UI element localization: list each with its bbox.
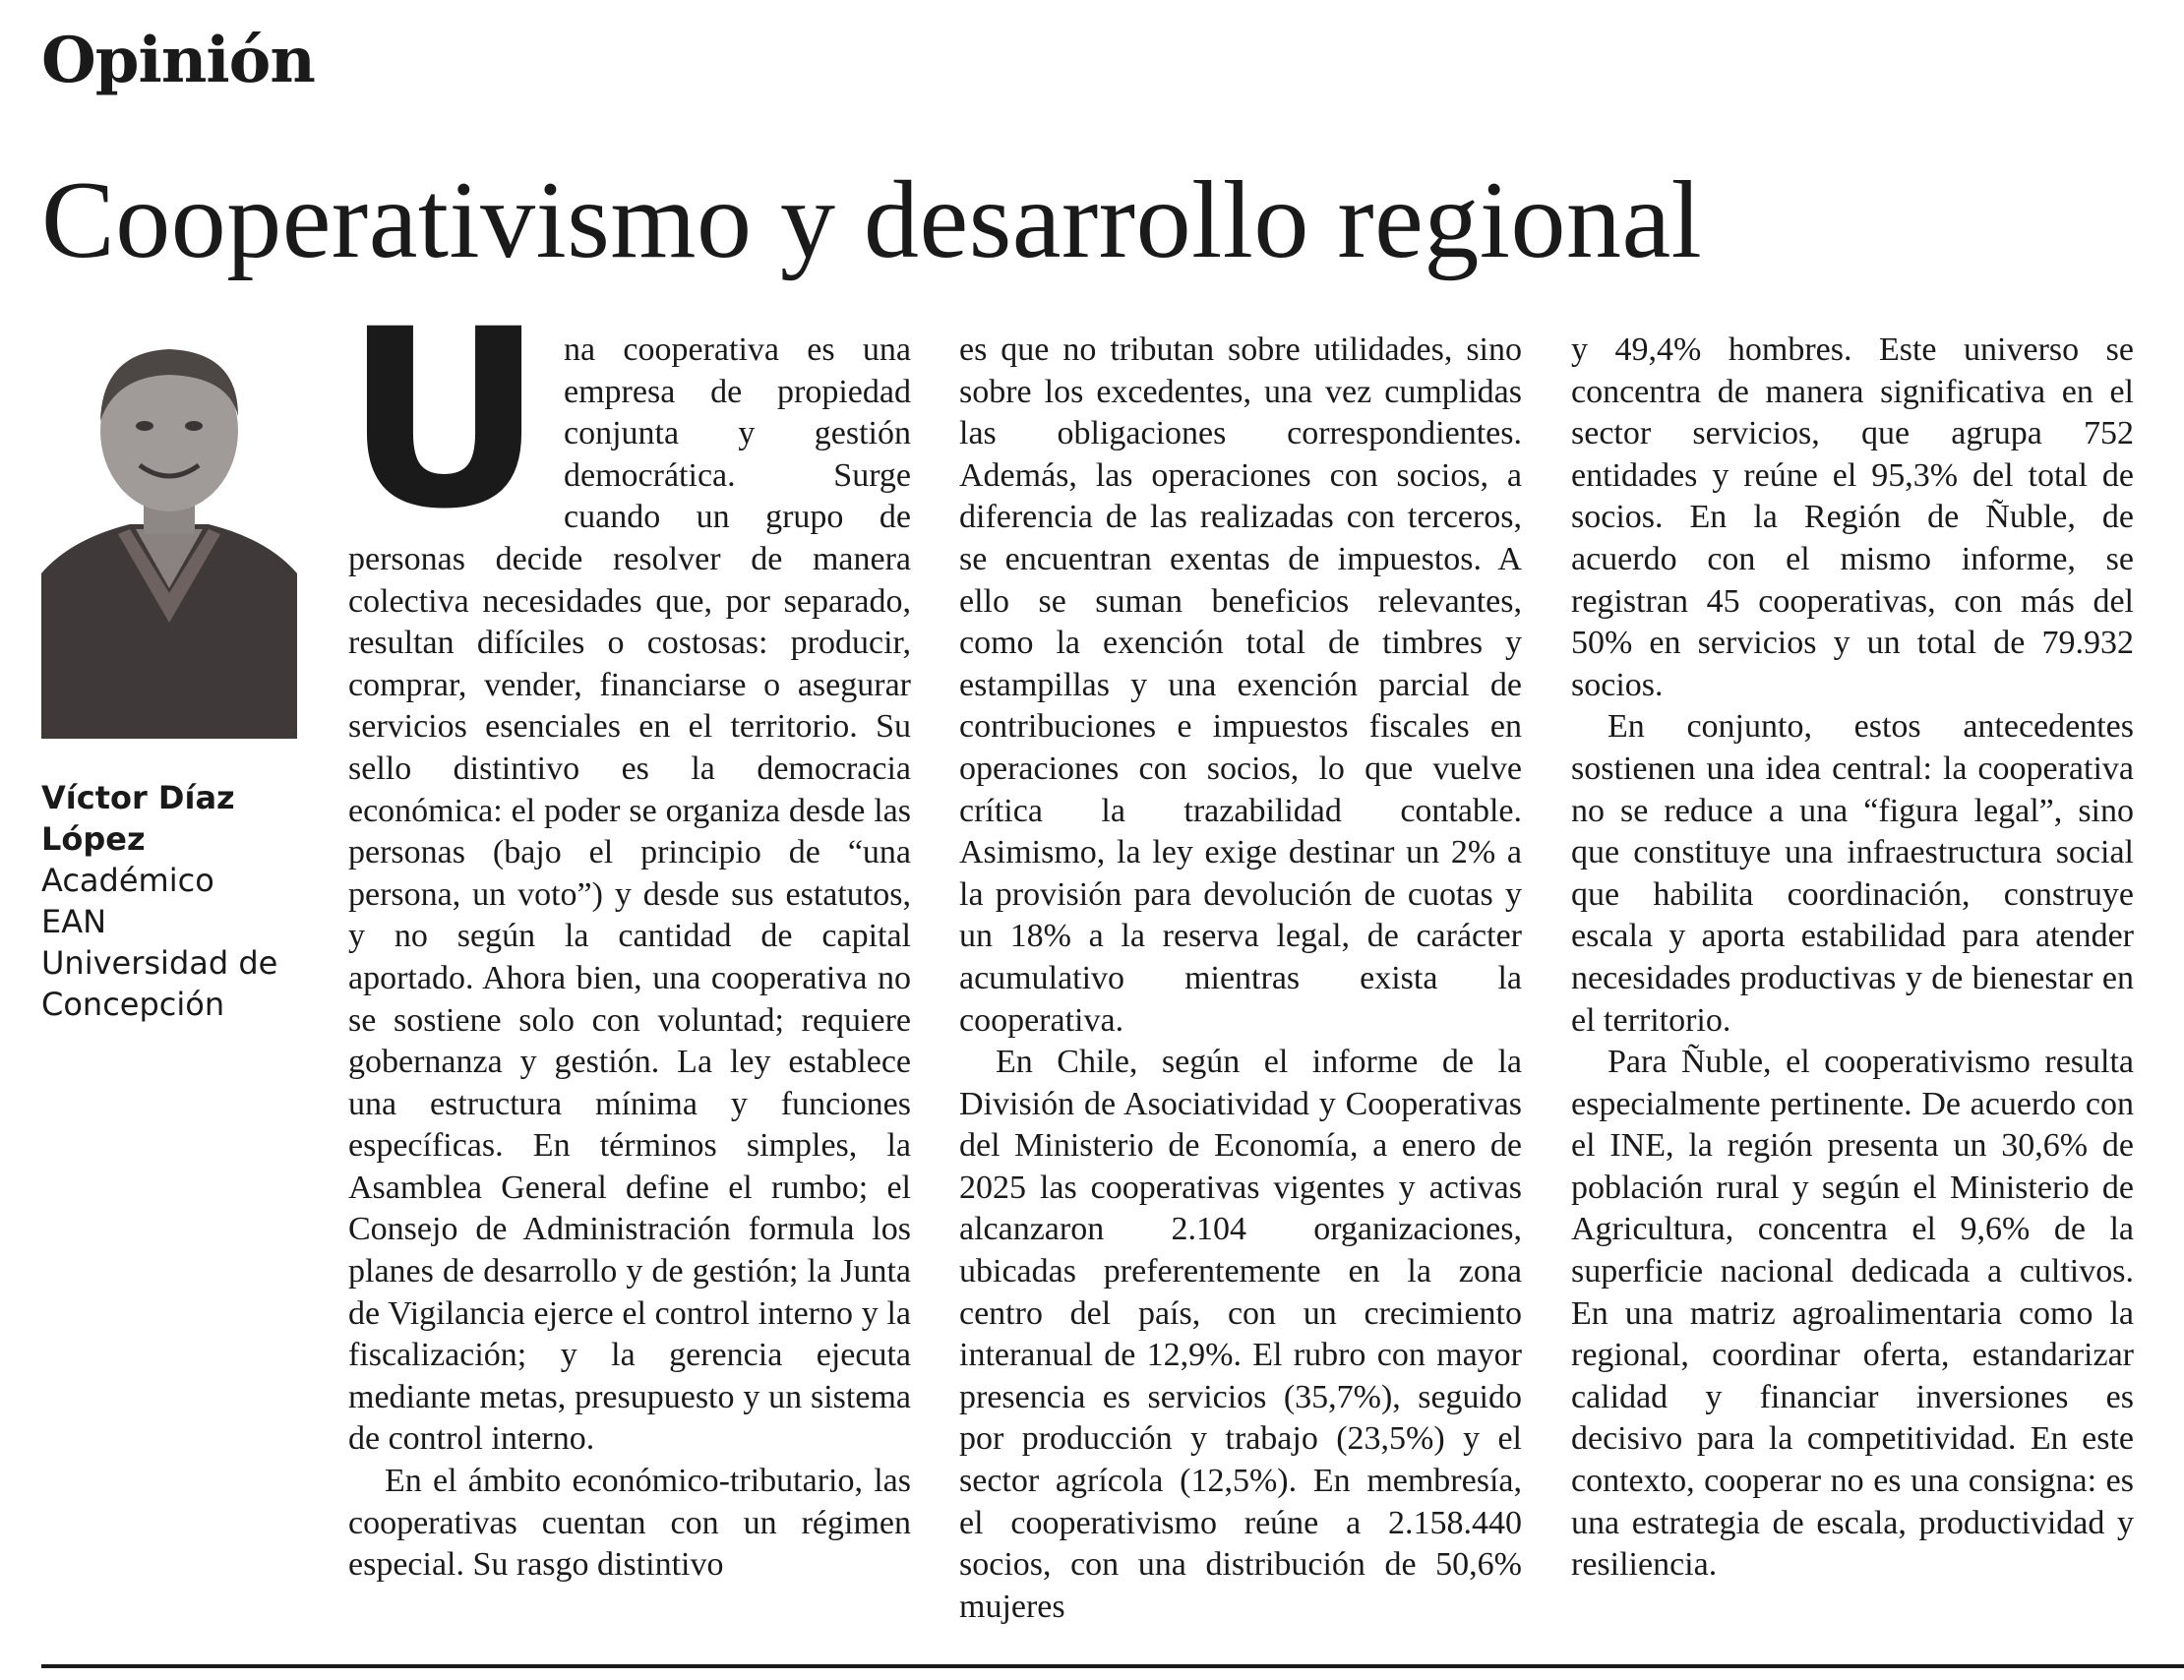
article-paragraph: Para Ñuble, el cooperativismo resulta especialmente pertinente. De acuerdo con el INE, la región presenta un 30,6% de población rural y según el Ministerio de Agricultura, concentra el 9,6% de la superficie nacional dedicada a cultivos. En una matriz agroalimentaria como la regional, coordinar oferta, estandarizar calidad y financiar inversiones es decisivo para la competitividad. En este contexto, cooperar no es una consigna: es una estrategia de escala, productividad y resiliencia. — [1571, 1044, 2134, 1584]
author-affiliation-line: EAN — [41, 903, 107, 940]
article-column-2 — [959, 330, 1522, 1628]
article-paragraph: y 49,4% hombres. Este universo se concentra de manera significativa en el sector servicios, que agrupa 752 entidades y reúne el 95,3% del total de socios. En la Región de Ñuble, de acuerdo con el mismo informe, se registran 45 cooperativas, con más del 50% en servicios y un total de 79.932 socios. — [1571, 331, 2134, 703]
drop-cap: U — [344, 276, 545, 563]
headline: Cooperativismo y desarrollo regional — [41, 159, 1703, 281]
author-name: Víctor Díaz López — [41, 779, 235, 858]
article-paragraph: En Chile, según el informe de la División de Asociatividad y Cooperativas del Ministerio de Economía, a enero de 2025 las cooperativas vigentes y activas alcanzaron 2.104 organizaciones, ubicadas preferentemente en la zona centro del país, con un crecimiento interanual de 12,9%. El rubro con mayor presencia es servicios (35,7%), seguido por producción y trabajo (23,5%) y el sector agrícola (12,5%). En membresía, el cooperativismo reúne a 2.158.440 socios, con una distribución de 50,6% mujeres — [959, 1044, 1522, 1625]
article-text: na cooperativa es una empresa de propiedad conjunta y gestión democrática. Surge cuando un grupo de personas decide resolver de manera colectiva necesidades que, por separado, resultan difíciles o costosas: producir, comprar, vender, financiarse o asegurar servicios esenciales en el territorio. Su sello distintivo es la democracia económica: el poder se organiza desde las personas (bajo el principio de “una persona, un voto”) y desde sus estatutos, y no según la cantidad de capital aportado. Ahora bien, una cooperativa no se sostiene solo con voluntad; requiere gobernanza y gestión. La ley establece una estructura mínima y funciones específicas. En términos simples, la Asamblea General define el rumbo; el Consejo de Administración formula los planes de desarrollo y de gestión; la Junta de Vigilancia ejerce el control interno y la fiscalización; y la gerencia ejecuta mediante metas, presupuesto y un sistema de control interno. — [348, 331, 911, 1458]
article-paragraph: es que no tributan sobre utilidades, sino sobre los excedentes, una vez cumplidas las obligaciones correspondientes. Además, las operaciones con socios, a diferencia de las realizadas con terceros, se encuentran exentas de impuestos. A ello se suman beneficios relevantes, como la exención total de timbres y estampillas y una exención parcial de contribuciones e impuestos fiscales en operaciones con socios, lo que vuelve crítica la trazabilidad contable. Asimismo, la ley exige destinar un 2% a la provisión para devolución de cuotas y un 18% a la reserva legal, de carácter acumulativo mientras exista la cooperativa. — [959, 331, 1522, 1039]
author-portrait-image — [41, 328, 297, 739]
author-affiliation-line: Concepción — [41, 986, 225, 1023]
article-column-1 — [344, 276, 911, 1587]
author-photo — [41, 328, 297, 739]
author-role: Académico — [41, 862, 214, 899]
article-paragraph: En el ámbito económico-tributario, las cooperativas cuentan con un régimen especial. Su rasgo distintivo — [348, 1463, 911, 1584]
bottom-rule — [41, 1664, 2184, 1668]
article-column-3 — [1571, 330, 2134, 1587]
author-affiliation-line: Universidad de — [41, 944, 278, 982]
author-byline — [41, 777, 299, 1025]
section-label: Opinión — [41, 24, 315, 97]
article-paragraph — [344, 276, 911, 1461]
article-paragraph: En conjunto, estos antecedentes sostienen una idea central: la cooperativa no se reduce a una “figura legal”, sino que constituye una infraestructura social que habilita coordinación, construye escala y aporta estabilidad para atender necesidades productivas y de bienestar en el territorio. — [1571, 708, 2134, 1039]
